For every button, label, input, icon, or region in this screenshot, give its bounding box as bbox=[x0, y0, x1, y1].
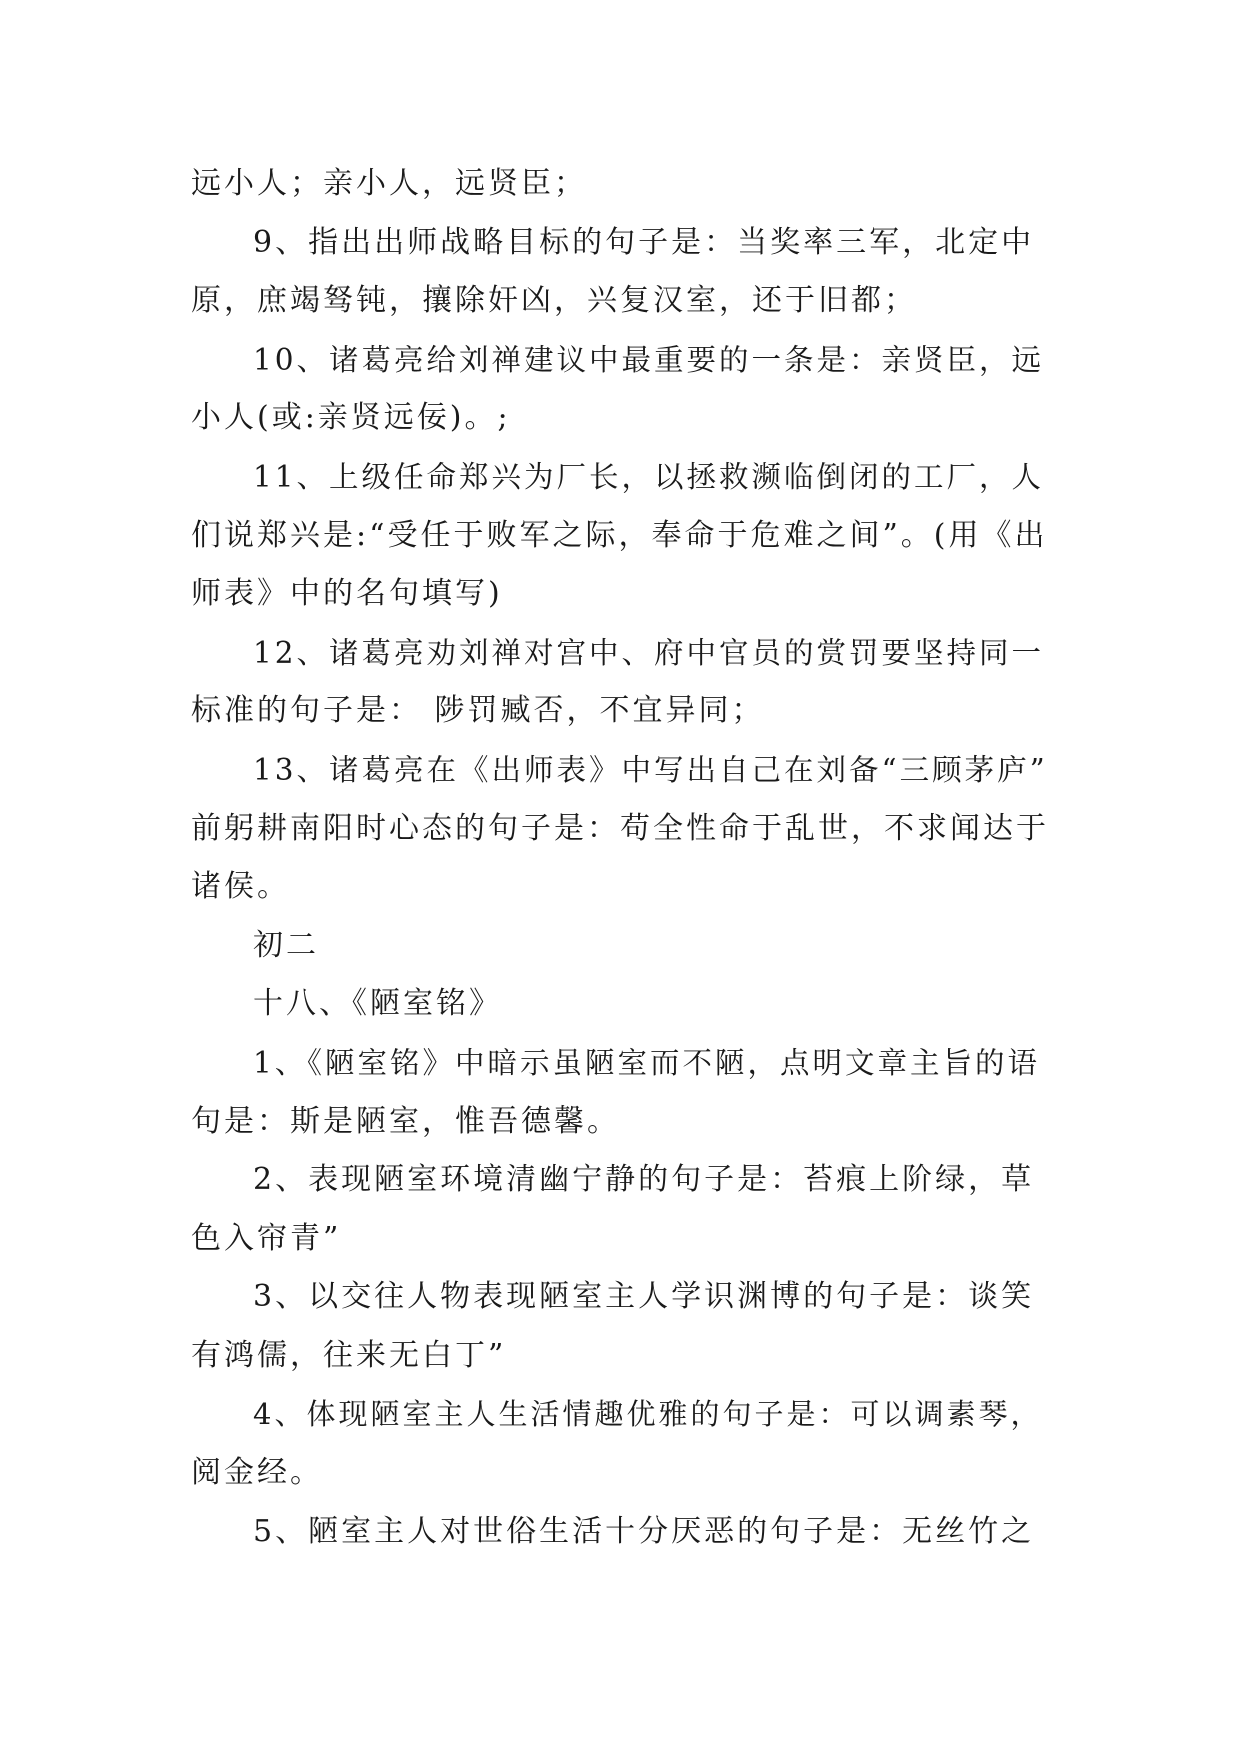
text-line: 原，庶竭驽钝，攘除奸凶，兴复汉室，还于旧都； bbox=[191, 283, 917, 319]
section-heading: 初二 bbox=[253, 927, 319, 963]
document-text bbox=[191, 155, 1051, 1561]
text-line: 师表》中的名句填写) bbox=[191, 576, 503, 612]
text-line: 10、诸葛亮给刘禅建议中最重要的一条是：亲贤臣，远 bbox=[253, 342, 1045, 377]
text-line: 们说郑兴是:“受任于败军之际，奉命于危难之间”。(用《出 bbox=[191, 517, 1048, 553]
text-line: 13、诸葛亮在《出师表》中写出自己在刘备“三顾茅庐” bbox=[253, 752, 1048, 787]
text-line: 9、指出出师战略目标的句子是：当奖率三军，北定中 bbox=[253, 224, 1035, 260]
text-line: 3、以交往人物表现陋室主人学识渊博的句子是：谈笑 bbox=[253, 1279, 1035, 1315]
text-line: 诸侯。 bbox=[191, 869, 290, 905]
text-line: 色入帘青” bbox=[191, 1220, 342, 1256]
text-line: 小人(或:亲贤远佞)。; bbox=[191, 400, 511, 436]
text-line: 5、陋室主人对世俗生活十分厌恶的句子是：无丝竹之 bbox=[253, 1513, 1035, 1549]
text-line: 4、体现陋室主人生活情趣优雅的句子是：可以调素琴， bbox=[253, 1397, 1043, 1432]
section-heading: 十八、《陋室铭》 bbox=[253, 986, 502, 1022]
text-line: 2、表现陋室环境清幽宁静的句子是：苔痕上阶绿，草 bbox=[253, 1162, 1035, 1198]
text-line: 有鸿儒，往来无白丁” bbox=[191, 1337, 507, 1373]
text-line: 阅金经。 bbox=[191, 1455, 323, 1491]
text-line: 标准的句子是： 陟罚臧否，不宜异同； bbox=[191, 693, 765, 729]
text-line: 远小人；亲小人，远贤臣； bbox=[191, 166, 587, 201]
text-line: 11、上级任命郑兴为厂长，以拯救濒临倒闭的工厂，人 bbox=[253, 459, 1045, 494]
text-line: 1、《陋室铭》中暗示虽陋室而不陋，点明文章主旨的语 bbox=[253, 1045, 1041, 1080]
text-line: 句是：斯是陋室，惟吾德馨。 bbox=[191, 1103, 620, 1139]
text-line: 12、诸葛亮劝刘禅对宫中、府中官员的赏罚要坚持同一 bbox=[253, 635, 1045, 670]
text-line: 前躬耕南阳时心态的句子是：苟全性命于乱世，不求闻达于 bbox=[191, 810, 1049, 846]
